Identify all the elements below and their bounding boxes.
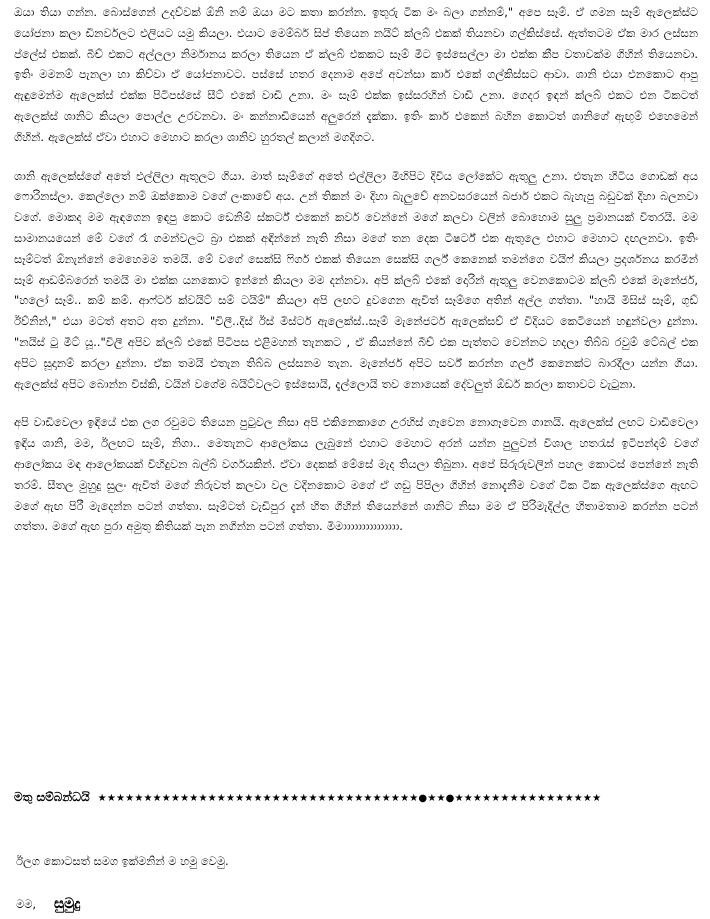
author-name: සුමුදු (54, 896, 81, 912)
story-body (14, 2, 698, 537)
signature-block (16, 895, 80, 913)
story-paragraph-3: අපි වාඩිවෙලා ඉඳියේ එක ලග රවුමට තියෙන පුටුවල නිසා අපි එකිනෙකාගෙ උරහිස් ගෑවෙන නොගෑවෙන ගානයි. ඇලෙක්ස් ලඟට වාඩිවෙලා ඉඳිය ශානි, මම, ඊලඟට සෑම්, නිගා.. මෙතැනට ආලෝකය ලැබුනේ එහාට මෙහාට අරන් යන්න පුලුවන් විශාල හතරැස් ඉටිපන්දම් වගේ ආලෝකය මඳ ආලෝකයක් විහිදුවන බල්බ් වර්ගයකින්. ඒවා දෙකක් මේසේ මැද තියලා තිබුනා. අපේ සිරුරුවලින් පහල කොටස් පෙන්නේ නැති තරම්. සීතල මුහුදු සුලං ඇවිත් මගේ නිරුවත් කලවා වල වදිනකොට මගේ ඒ ගඩු පිපිලා ගිහින් නොදැනීම වගේ ටික ටික ඇලෙක්ස්ගෙ ඇඟට මගේ ඇඟ පිරී මැදෙන්න පටන් ගත්තා. සෑම්ටත් වැඩිපුර දැන් හිත ගිහින් තියෙන්නේ ශානිට නිසා මම ඒ පිරිමැදිල්ල හිතාමතාම කරන්න පටන් ගත්තා. මගේ ඇඟ පුරා අමුතු කිතියක් පැන නගින්න පටන් ගත්තා. මිමාාාාාාාාාාාාාාා. (14, 415, 698, 534)
continued-label: මතු සම්බන්ධයි (14, 790, 90, 804)
star-divider: ★★★★★★★★★★★★★★★★★★★★★★★★★★★★★★★★★★★●★★●★★★★★★★★★★★★★★★★ (97, 793, 602, 804)
continued-divider (14, 788, 698, 808)
closing-line: ඊලග කොටසත් සමග ඉක්මනින් ම හමු වෙමු. (16, 854, 229, 868)
story-paragraph-2: ශානි ඇලෙක්ස්ගේ අතේ එල්ලිලා ඇතුලට ගියා. මාත් සෑම්ගේ අතේ එල්ලිලා මිහිපිට දිවිය ලෝකේට ඇතුලු උනා. එතැන හිටිය ගොඩක් අය ෆොරිනස්ලා. කෙල්ලො නම් ඔක්කොම වගේ ලංකාවේ අය. උන් තිකන් මං දිහා බැලුවේ අනවසරයෙන් බජාර් එකට බැහැපු බඩුවක් දිහා බලනවා වගේ. මොකද මම ඇඳගෙන ඉඳපු කොට ඩෙනිම් ස්කර්ට් එකෙන් කවර් වෙන්නේ මගේ කලවා වලින් බොහොම සුලු ප්‍රමානයක් විතරයි. මම සාමානයයෙන් මේ වගේ රෑ ගමන්වලට බ්‍රා එකක් අඳින්නේ නැති නිසා මගේ තන දෙක ටීෂර්ට් එක ඇතුලෙ එහාට මෙහාට දඟලනවා. ඉතිං සෑම්ටත් ඕනැන්නේ මෙහෙමම තමයි. මේ වගේ සෙක්සි ෆිගර් එකක් තියෙන සෙක්සි ගර්ල් කෙනෙක් තමන්ගෙ වයිෆ් කියලා ප්‍රදර්ශනය කරමින් සෑම් ආඩම්බරෙන් තමයි මා එක්ක යනකොට ඉන්නේ කියලා මම දන්නවා. අපි ක්ලබ් එකේ දොරින් ඇතුලු වෙනකොටම ක්ලබ් එකේ මැනේජර්, "හලෝ සෑම්.. කම් කම්. ආෆ්ටර් ක්වයිට් සම් ටයිම්" කියලා අපි ලඟට දුවගෙන ඇවිත් සෑම්ගෙ අතින් අල්ල ගත්තා. "හායි මිසිස් සෑම්, ගුඩ් ඊව්නින්," එයා මටත් අතට අත දුන්නා. "විලී..දිස් ඊස් මිස්ටර් ඇලෙක්ස්..සෑම් මැනේජර්ට ඇලෙක්සව් ඒ විදියට කෙටියෙන් හඳුන්වලා දුන්නා. "නයිස් ටු මීට් යූ.."විලී අපිව ක්ලබ් එකේ පිටිපස එළිමහන් තැනකට , ඒ කියන්නේ බීච් එක පැත්තට වෙන්නට හදලා තිබ්බ රවුම් ටේබල් එක අපිට සූදානම් කරලා දුන්නා. ඒක තමයි එතැන තිබ්බ ලස්සනම තැන. මැනේජර් අපිට සර්ව් කරන්න ගර්ල් කෙනෙක්ට බාරදීලා යන්න ගියා. ඇලෙක්ස් අපිට බොන්න විස්කි, වයින් වගේම බයිට්වලට ඉස්සොයි, දැල්ලොයි තව නොයෙක් දේවලුත් ඕඩර් කරලා කතාවට වැටුනා. (14, 168, 698, 391)
signature-prefix: මම, (16, 897, 37, 911)
story-paragraph-1: ඔයා තියා ගන්න. බොස්ගෙන් උදව්වක් ඕනි නම් ඔයා මට කතා කරන්න. ඉතුරු ටික මං බලා ගන්නම්," අපෙ සෑම්. ඒ ගමන සෑම් ඇලෙක්ස්ට යෝජනා කලා ඩිනර්වලට එලියට යමු කියලා. එයාට මෙම්බර් සිප් තියෙන නයිට් ක්ලබ් එකක් තියනවා ගල්කිස්සේ. ඇත්තටම ඒක මාර ලස්සන ප්ලේස් එකක්. බීච් එකට අල්ලලා නිර්මානය කරලා තියෙන ඒ ක්ලබ් එකකට සෑම් මීට ඉස්සෙල්ලා මා එක්ක කීප වතාවක්ම ගිහින් තියෙනවා. ඉතිං මමනම් පැනලා හා කිව්වා ඒ යෝජනාවට. පස්සේ හතර දෙනාම අපේ අවන්සා කාර් එකේ ගල්කිස්සට ආවා. ශානි එයා එනකොට ආපු ඇඳුමෙන්ම ඇලෙක්ස් එක්ක පිටිපස්සේ සීට් එකේ වාඩි උනා. මං සෑම් එක්ක ඉස්සරහින් වාඩි උනා. ගෙදර ඉඳන් ක්ලබ් එකට එන ටිකටත් ඇලෙක්ස් ශානිට කියලා පොල්ල උරවනවා. මං කන්නාඩියෙන් අලුරෙන් දැක්කා. ඉතිං කාර් එකෙන් බහින කොටත් ශානිගේ ඇඟුම් එහෙමෙන් ගිහින්. ඇලෙක්ස් ඒවා එහාට මෙහාට කරලා ශානිව හුරතල් කලාන් මගදිගට. (14, 5, 698, 144)
